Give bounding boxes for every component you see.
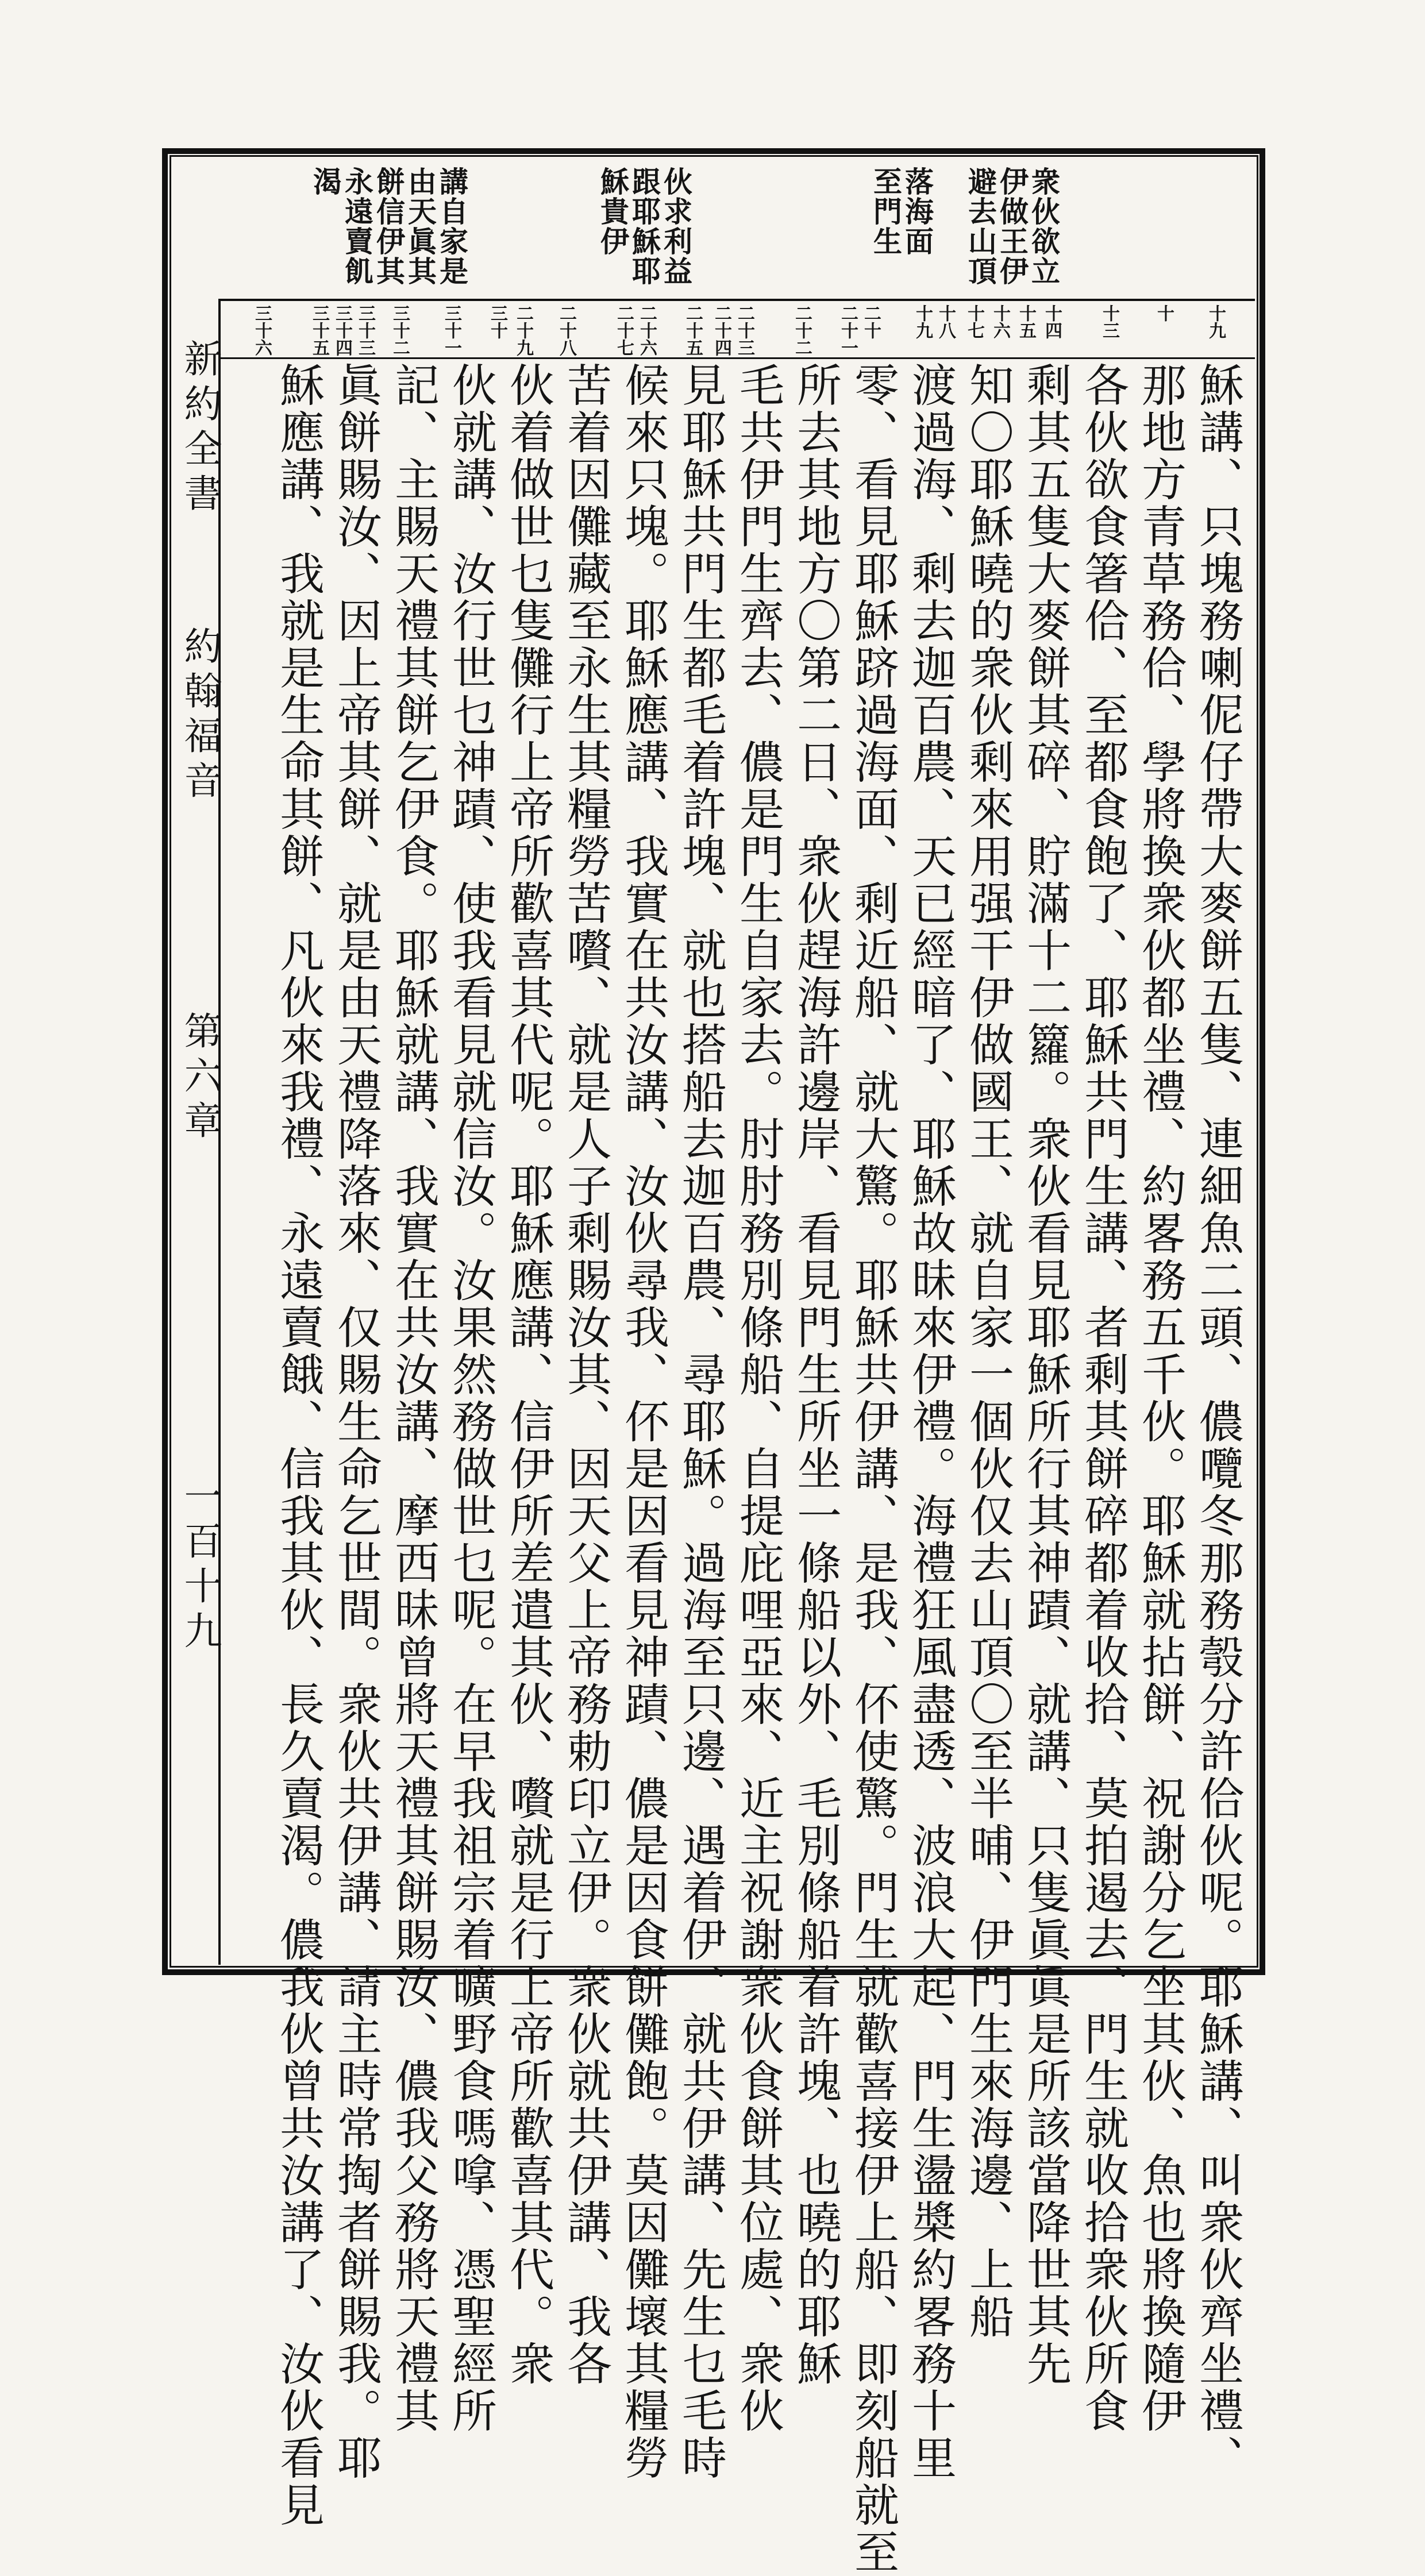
verse-number: 二十一 [838,304,858,356]
verse-number: 十九 [912,304,933,339]
verse-number: 二十五 [683,304,703,356]
verse-number: 二十七 [614,304,634,356]
verse-number: 三十二 [390,304,410,356]
header-note: 餅信伊其 [372,167,406,286]
verse-number: 二十二 [792,304,812,356]
verse-number: 三十四 [332,304,352,356]
verse-number: 三十一 [441,304,461,356]
text-column: 伙就講、汝行世乜神蹟、使我看見就信汝。汝果然務做世乜呢。在早我祖宗着曠野食嗎嗱、憑聖經所 [445,362,496,2435]
verse-number: 十 [1154,304,1174,322]
header-note: 永遠賣飢 [340,167,374,286]
verse-number: 十四 [1042,304,1062,339]
verse-number: 十三 [1099,304,1119,339]
text-column: 伙着做世乜隻儺行上帝所歡喜其代呢。耶穌應講、信伊所差遣其伙、嚽就是行上帝所歡喜其代。衆 [502,362,554,2388]
text-column: 渡過海、剩去迦百農、天已經暗了、耶穌故昧來伊禮。海禮狂風盡透、波浪大起、門生盪槳約畧務十里 [904,362,956,2482]
chapter-label: 第六章 [178,1011,222,1146]
verse-number: 二十九 [513,304,533,356]
text-column: 見耶穌共門生都毛着許塊、就也搭船去迦百農、尋耶穌。過海至只邊、遇着伊、就共伊講、先生乜毛時 [675,362,726,2482]
verse-number: 三十六 [252,304,272,356]
text-column: 剩其五隻大麥餅其碎、貯滿十二籮。衆伙看見耶穌所行其神蹟、就講、只隻眞眞是所該當降世其先 [1019,362,1071,2388]
verse-number: 三十五 [309,304,329,356]
verse-number-divider [221,357,1255,359]
verse-number: 十九 [1206,304,1226,339]
verse-number: 三十三 [355,304,375,356]
gospel-title: 約翰福音 [178,626,222,805]
header-note: 由天眞其 [403,167,437,286]
text-column: 零、看見耶穌跻過海面、剩近船、就大驚。耶穌共伊講、是我、伓使驚。門生就歡喜接伊上船、即刻船就至 [847,362,899,2576]
verse-number: 十五 [1016,304,1036,339]
verse-number: 十八 [935,304,956,339]
verse-number: 十七 [964,304,984,339]
verse-number: 二十三 [734,304,754,356]
page-number: 一百十九 [178,1476,222,1656]
header-note: 講自家是 [435,167,469,286]
text-column: 各伙欲食箸佮、至都食飽了、耶穌共門生講、者剩其餅碎都着收拾、莫拍遏去、門生就收拾衆伙所食 [1077,362,1129,2435]
verse-number: 十六 [990,304,1010,339]
text-column: 苦着因儺藏至永生其糧勞苦嚽、就是人子剩賜汝其、因天父上帝務勅印立伊。衆伙就共伊講、我各 [560,362,611,2388]
header-note: 落海面 [900,167,934,256]
verse-number: 二十六 [637,304,657,356]
text-column: 穌講、只塊務喇伲仔帶大麥餅五隻、連細魚二頭、儂囕冬那務彀分許佮伙呢。耶穌講、叫衆伙齊坐禮、 [1192,362,1243,2482]
header-note: 避去山頂 [964,167,998,286]
header-note: 跟耶穌耶 [627,167,661,286]
text-column: 記、主賜天禮其餅乞伊食。耶穌就講、我實在共汝講、摩西昧曾將天禮其餅賜汝、儂我父務將天禮其 [387,362,439,2435]
text-column: 穌應講、我就是生命其餅、凡伙來我禮、永遠賣餓、信我其伙、長久賣渴。儂我伙曾共汝講了、汝伙看見 [272,362,324,2529]
text-column: 所去其地方〇第二日、衆伙趕海許邊岸、看見門生所坐一條船以外、毛別條船着許塊、也曉的耶穌 [789,362,841,2388]
verse-number: 二十八 [556,304,576,356]
verse-number: 二十四 [711,304,731,356]
header-note: 衆伙欲立 [1027,167,1061,286]
header-note: 至門生 [869,167,903,256]
text-column: 眞餅賜汝、因上帝其餅、就是由天禮降落來、仅賜生命乞世間。衆伙共伊講、請主時常掏者餅賜我。耶 [330,362,382,2482]
text-column: 候來只塊。耶穌應講、我實在共汝講、汝伙尋我、伓是因看見神蹟、儂是因食餅儺飽。莫因儺壞其糧勞 [617,362,669,2482]
header-divider [221,299,1255,301]
header-note: 渴 [309,167,342,196]
header-note: 伙求利益 [659,167,693,286]
text-column: 那地方青草務佮、學將換衆伙都坐禮、約畧務五千伙。耶穌就拈餅、祝謝分乞坐其伙、魚也將換隨伊 [1134,362,1186,2435]
header-note: 伊做王伊 [995,167,1029,286]
book-title: 新約全書 [178,339,222,518]
text-column: 毛共伊門生齊去、儂是門生自家去。肘肘務別條船、自提庇哩亞來、近主祝謝衆伙食餅其位處、衆伙 [732,362,784,2435]
header-note: 穌貴伊 [596,167,630,256]
text-column: 知〇耶穌曉的衆伙剩來用强干伊做國王、就自家一個伙仅去山頂〇至半晡、伊門生來海邊、上船 [962,362,1014,2340]
verse-number: 三十 [487,304,507,339]
verse-number: 二十 [861,304,881,339]
